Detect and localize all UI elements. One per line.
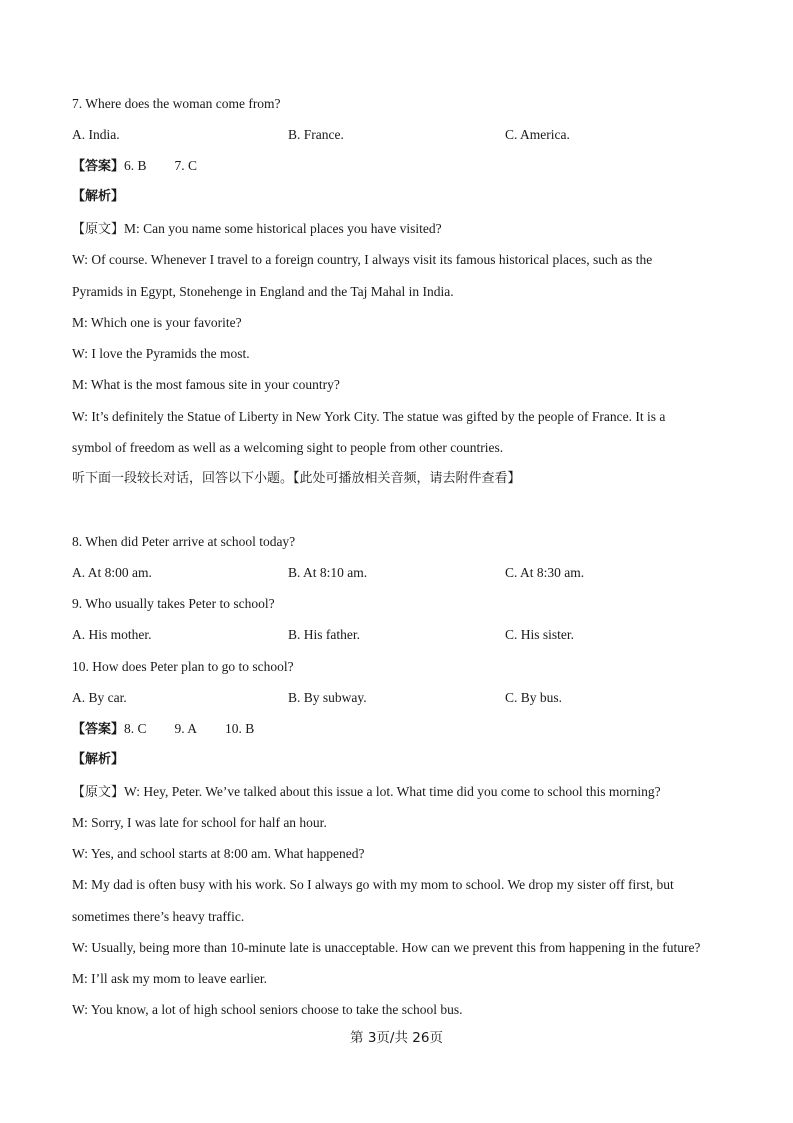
transcript-line: M: I’ll ask my mom to leave earlier. <box>72 971 267 986</box>
q9-option-c: C. His sister. <box>505 627 575 642</box>
transcript-line: W: Yes, and school starts at 8:00 am. What happened? <box>72 846 365 861</box>
transcript-line: W: It’s definitely the Statue of Liberty in New York City. The statue was gifted by the people of France. It is a <box>72 409 666 424</box>
page-number-footer: 第 3页/共 26页 <box>350 1030 443 1046</box>
transcript-line: M: My dad is often busy with his work. So I always go with my mom to school. We drop my sister off first, but <box>72 877 674 892</box>
question-9: 9. Who usually takes Peter to school? <box>72 596 275 611</box>
q10-option-a: A. By car. <box>72 690 127 705</box>
answer-item: 9. A <box>174 721 198 736</box>
transcript-line: W: You know, a lot of high school seniors choose to take the school bus. <box>72 1002 463 1017</box>
transcript-line: W: Of course. Whenever I travel to a foreign country, I always visit its famous historical places, such as the <box>72 252 653 267</box>
q10-option-b: B. By subway. <box>288 690 367 705</box>
answer-item: 10. B <box>225 721 255 736</box>
transcript-line: W: I love the Pyramids the most. <box>72 346 250 361</box>
analysis-label-1: 【解析】 <box>72 189 125 204</box>
answer-item: 7. C <box>174 158 198 173</box>
answer-line-2 <box>72 721 254 738</box>
transcript-line: symbol of freedom as well as a welcoming sight to people from other countries. <box>72 440 504 455</box>
answer-item: 8. C <box>124 721 147 736</box>
answer-label: 【答案】 <box>72 722 125 737</box>
q7-option-a: A. India. <box>72 127 120 142</box>
q9-option-a: A. His mother. <box>72 627 152 642</box>
q7-option-b: B. France. <box>288 127 344 142</box>
transcript-label: 【原文】 <box>72 222 125 237</box>
transcript-line: W: Usually, being more than 10-minute late is unacceptable. How can we prevent this from happening in the future? <box>72 940 701 955</box>
transcript-text: W: Hey, Peter. We’ve talked about this issue a lot. What time did you come to school this morning? <box>124 784 661 799</box>
answer-item: 6. B <box>124 158 147 173</box>
transcript-line: M: Which one is your favorite? <box>72 315 242 330</box>
transcript-line: M: What is the most famous site in your country? <box>72 377 340 392</box>
question-10: 10. How does Peter plan to go to school? <box>72 659 294 674</box>
transcript-line <box>72 784 661 801</box>
q7-option-c: C. America. <box>505 127 570 142</box>
q10-option-c: C. By bus. <box>505 690 563 705</box>
transcript-line: M: Sorry, I was late for school for half an hour. <box>72 815 327 830</box>
q9-option-b: B. His father. <box>288 627 360 642</box>
listening-instruction: 听下面一段较长对话，回答以下小题。【此处可播放相关音频，请去附件查看】 <box>72 471 521 486</box>
transcript-line: sometimes there’s heavy traffic. <box>72 909 245 924</box>
transcript-line: Pyramids in Egypt, Stonehenge in England and the Taj Mahal in India. <box>72 284 454 299</box>
q8-option-b: B. At 8:10 am. <box>288 565 368 580</box>
question-7: 7. Where does the woman come from? <box>72 96 281 111</box>
question-8: 8. When did Peter arrive at school today? <box>72 534 296 549</box>
q8-option-a: A. At 8:00 am. <box>72 565 152 580</box>
answer-line-1 <box>72 158 197 175</box>
answer-label: 【答案】 <box>72 159 125 174</box>
transcript-line <box>72 221 442 238</box>
transcript-label: 【原文】 <box>72 785 125 800</box>
transcript-text: M: Can you name some historical places you have visited? <box>124 221 442 236</box>
analysis-label-2: 【解析】 <box>72 752 125 767</box>
q8-option-c: C. At 8:30 am. <box>505 565 585 580</box>
